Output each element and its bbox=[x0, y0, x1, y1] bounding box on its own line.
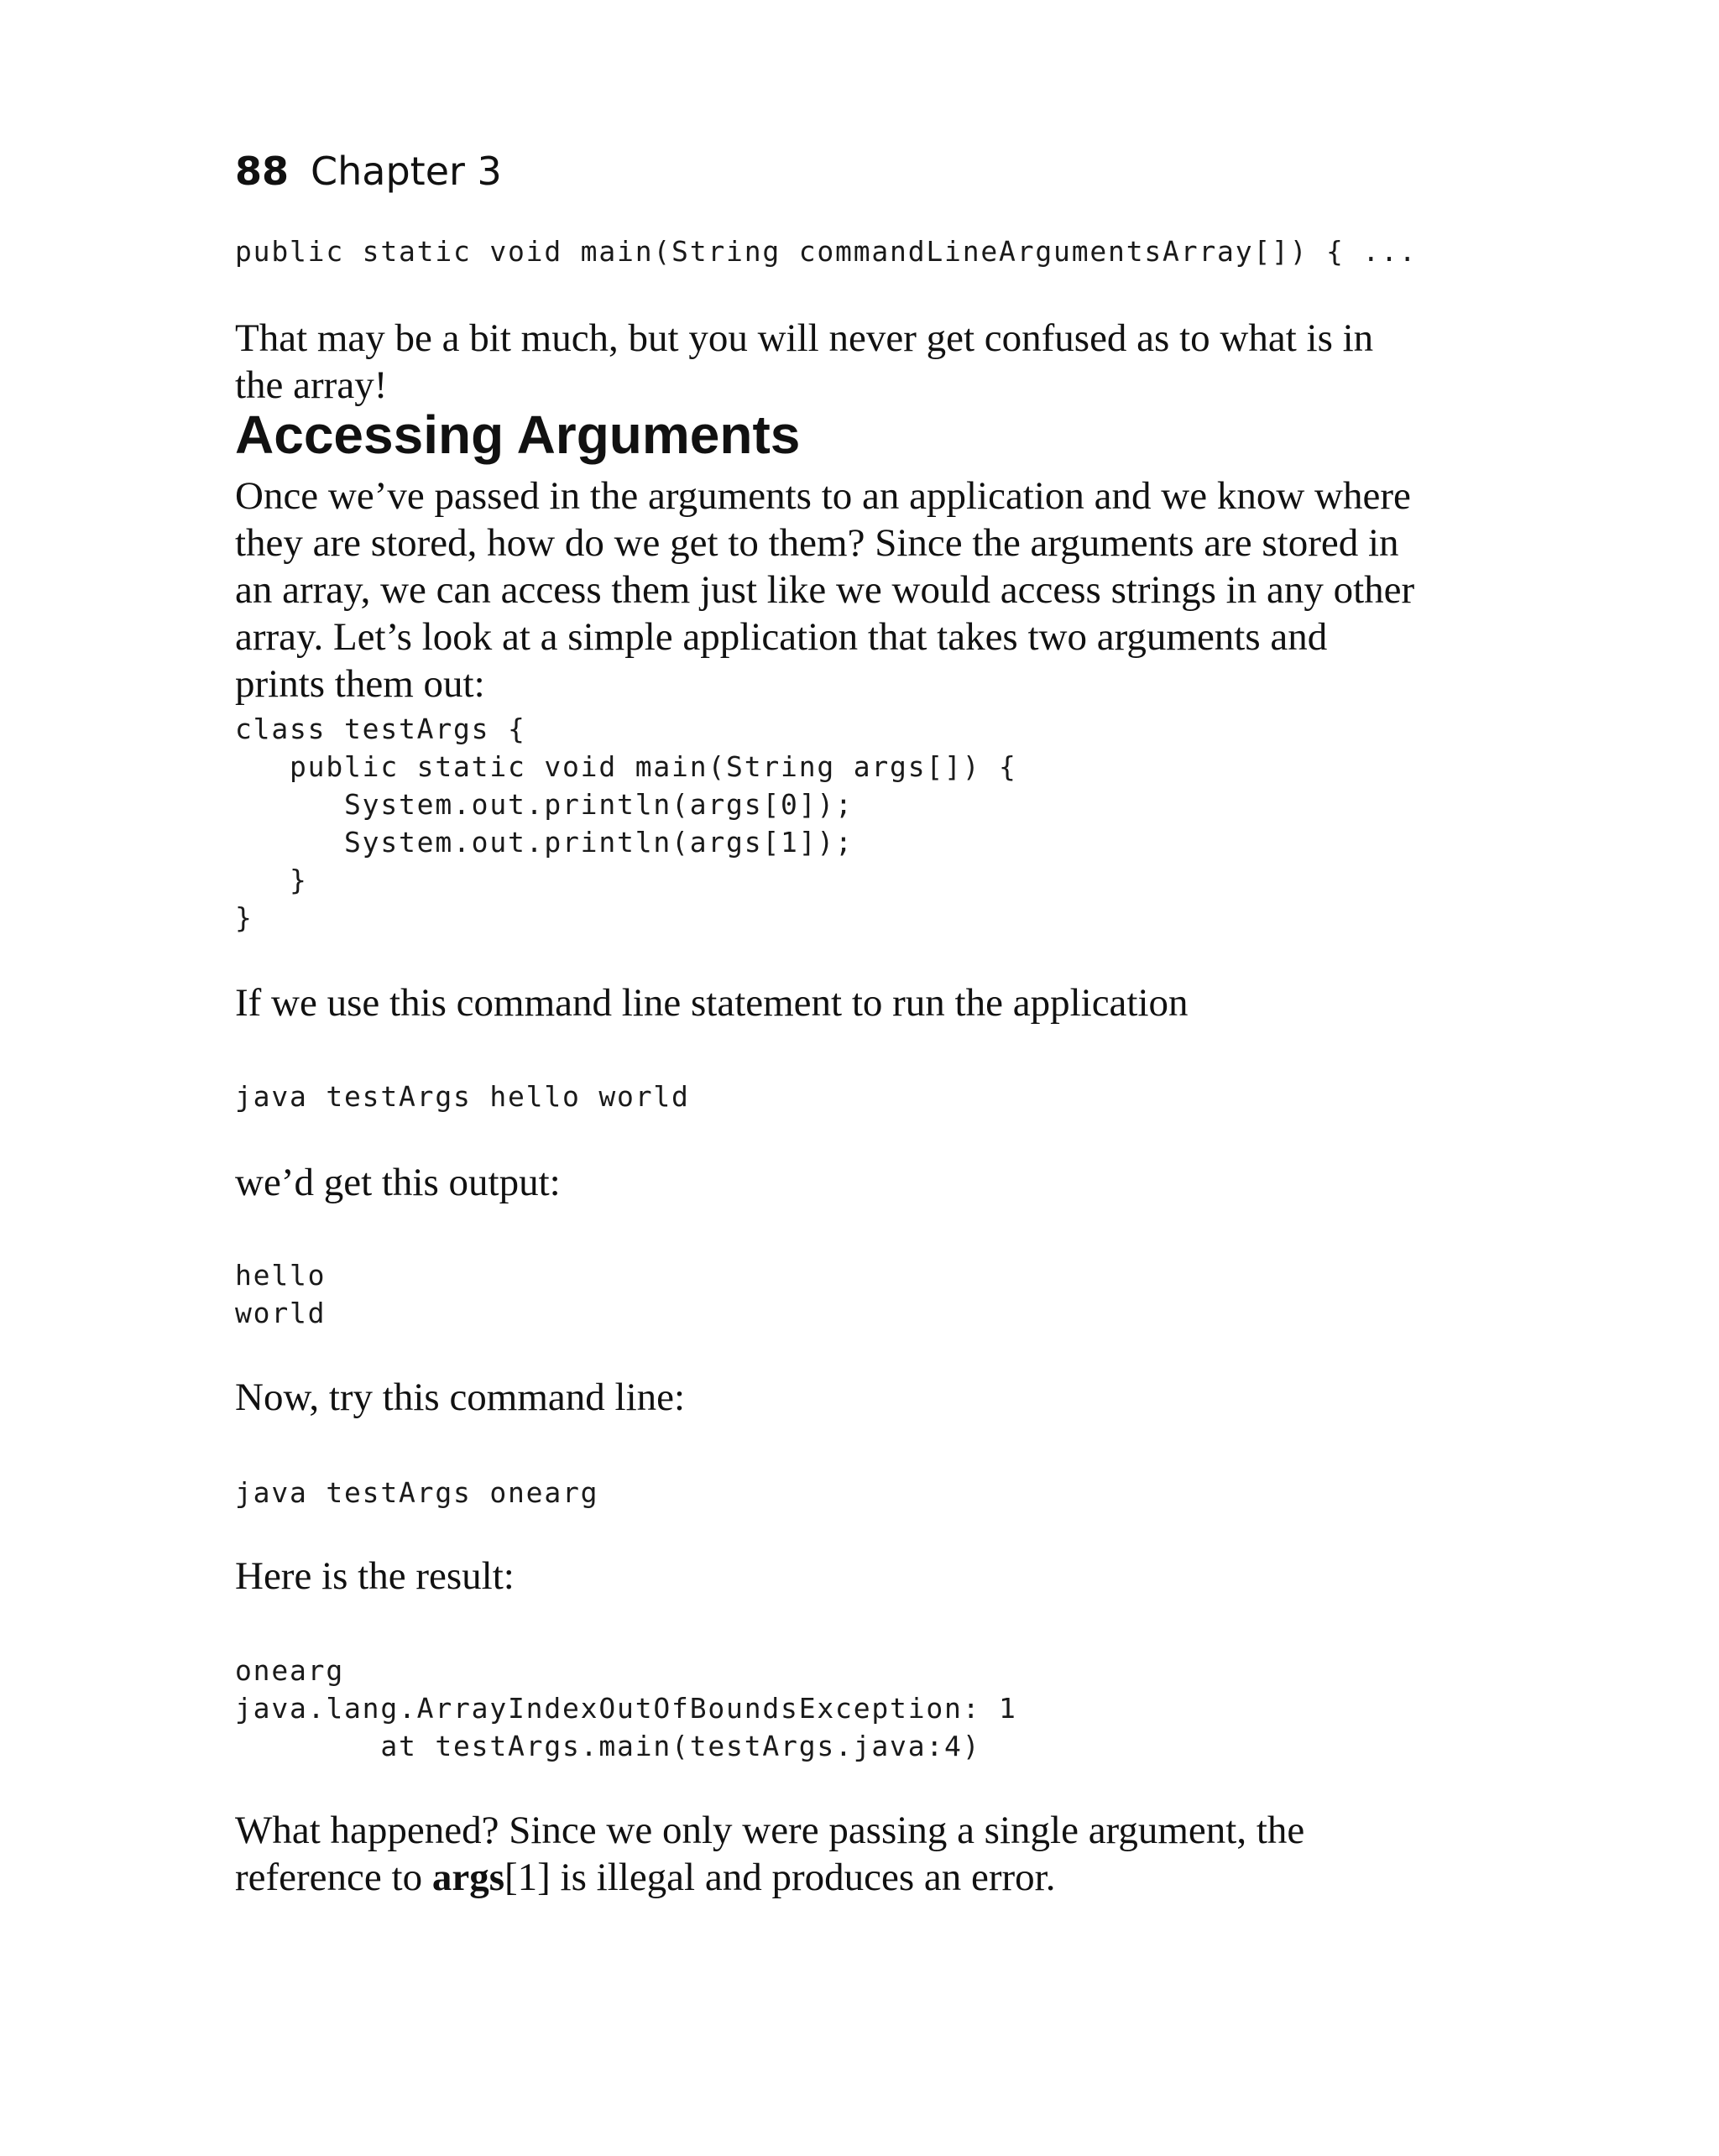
args-index: [1] bbox=[504, 1856, 551, 1899]
chapter-label: Chapter 3 bbox=[311, 149, 502, 194]
code-testargs-class: class testArgs { public static void main(String args[]) { System.out.println(args[0]); System.out.println(args[1]); } } bbox=[235, 713, 1017, 934]
explanation-tail: is illegal and produces an error. bbox=[550, 1856, 1056, 1899]
code-exception-output: onearg java.lang.ArrayIndexOutOfBoundsException: 1 at testArgs.main(testArgs.java:4) bbox=[235, 1654, 1017, 1762]
args-reference: args bbox=[431, 1856, 504, 1899]
paragraph-array-note: That may be a bit much, but you will never get confused as to what is in the array! bbox=[235, 316, 1374, 407]
running-head bbox=[235, 141, 502, 211]
paragraph-accessing-intro: Once we’ve passed in the arguments to an application and we know where they are stored, how do we get to them? Since the arguments are stored in an array, we can access them just like we would access strings in any other array. Let’s look at a simple application that takes two arguments and prints them out: bbox=[235, 474, 1415, 706]
paragraph-explanation bbox=[235, 1807, 1427, 1901]
code-command-hello-world: java testArgs hello world bbox=[235, 1080, 690, 1113]
paragraph-output-intro: we’d get this output: bbox=[235, 1161, 561, 1204]
paragraph-try-command: Now, try this command line: bbox=[235, 1376, 686, 1419]
explanation-lead: What happened? Since we only were passing a single argument, the reference to bbox=[235, 1809, 1305, 1899]
code-output-hello-world: hello world bbox=[235, 1259, 327, 1329]
paragraph-run-statement: If we use this command line statement to run the application bbox=[235, 981, 1189, 1025]
code-command-onearg: java testArgs onearg bbox=[235, 1476, 599, 1509]
paragraph-result-intro: Here is the result: bbox=[235, 1554, 515, 1598]
page-number: 88 bbox=[235, 149, 290, 194]
section-heading: Accessing Arguments bbox=[235, 405, 801, 465]
code-main-signature: public static void main(String commandLineArgumentsArray[]) { ... bbox=[235, 235, 1418, 268]
